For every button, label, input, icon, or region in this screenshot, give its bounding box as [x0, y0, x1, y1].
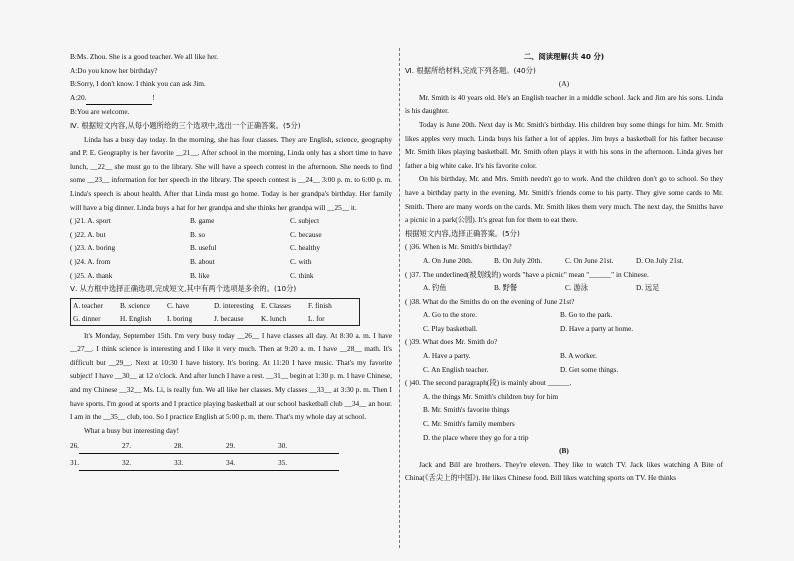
word-option: A. teacher: [73, 300, 103, 310]
choice-d[interactable]: D. On July 21st.: [636, 255, 684, 265]
word-option: F. finish: [308, 300, 332, 310]
choice-a[interactable]: A. the things Mr. Smith's children buy for him: [423, 391, 559, 401]
choice-b[interactable]: B. A worker.: [560, 351, 597, 361]
question-text: ( )40. The second paragraph(段) is mainly about ______.: [405, 378, 572, 388]
answer-blank-20[interactable]: [86, 91, 155, 106]
question-choices: [405, 254, 723, 268]
answer-slot-26[interactable]: [70, 439, 122, 454]
passage-a-paragraph: On his birthday, Mr. and Mrs. Smith needn't go to work. And the children don't go to school. So they have a birthday party in the evening. Mr. Smith's friends come to his party. They give some cards to Mr. Smith. There are many words on the cards. Mr. Smith likes them very much. The next day, the Smiths have a picnic in a park(公园). It's great fun for them to eat there.: [405, 174, 723, 225]
passage-a-paragraph: Today is June 20th. Next day is Mr. Smith's birthday. His children buy some things for him. Mr. Smith likes apples very much. Linda buys his father a lot of apples. Jim buys a basketball for his father because Mr. Smith likes playing basketball. Mr. Smith often plays it with his sons in the afternoon. Linda gives her father a big white cake. It's his favorite color.: [405, 119, 723, 170]
passage-b-paragraph: Jack and Bill are brothers. They're eleven. They like to watch TV. Jack likes watching A Bite of China(《舌尖上的中国》). He likes Chinese food. Bill likes watching sports on TV. He thinks: [405, 459, 723, 483]
word-option: B. science: [120, 300, 150, 310]
answer-slot-31[interactable]: [70, 456, 122, 471]
choice-a[interactable]: A. 钓鱼: [423, 283, 447, 293]
option-a[interactable]: ( )23. A. boring: [70, 243, 116, 253]
choice-b[interactable]: B. On July 20th.: [494, 255, 543, 265]
dialogue-line: B:Sorry, I don't know. I think you can ask Jim.: [70, 79, 206, 89]
dialogue-20-prefix: A:20.: [70, 92, 87, 102]
answer-row-1: [70, 439, 392, 454]
answer-label: 26.: [70, 441, 80, 451]
dialogue-line: B:Ms. Zhou. She is a good teacher. We all like her.: [70, 52, 219, 61]
dialogue-line-20: [70, 91, 392, 106]
answer-label: 31.: [70, 458, 80, 468]
word-option: E. Classes: [261, 300, 291, 310]
option-a[interactable]: ( )22. A. but: [70, 229, 106, 239]
option-row-21: [70, 214, 392, 228]
section-4-options: [70, 214, 392, 282]
answer-slot-28[interactable]: [174, 439, 226, 454]
question-text: ( )39. What does Mr. Smith do?: [405, 337, 498, 347]
answer-slot-35[interactable]: [278, 456, 330, 471]
answer-slot-30[interactable]: [278, 439, 330, 454]
option-b[interactable]: B. game: [190, 216, 215, 226]
word-option: G. dinner: [73, 313, 101, 323]
option-a[interactable]: ( )21. A. sport: [70, 216, 111, 226]
answer-slot-29[interactable]: [226, 439, 278, 454]
option-a[interactable]: ( )24. A. from: [70, 256, 111, 266]
question-40: [405, 376, 723, 444]
answer-label: 27.: [122, 441, 132, 451]
option-c[interactable]: C. healthy: [290, 243, 320, 253]
word-option: K. lunch: [261, 313, 287, 323]
answer-label: 34.: [226, 458, 236, 468]
choice-d[interactable]: D. 远足: [636, 283, 660, 293]
word-option: C. have: [167, 300, 190, 310]
answer-label: 28.: [174, 441, 184, 451]
word-option: I. boring: [167, 313, 193, 323]
section-5-closing: What a busy but interesting day!: [84, 425, 180, 435]
question-36: [405, 240, 723, 267]
option-b[interactable]: B. about: [190, 256, 215, 266]
answer-slot-34[interactable]: [226, 456, 278, 471]
section-4-passage: Linda has a busy day today. In the morning, she has four classes. They are English, science, geography and P. E. Geography is her favorite __21__. After school in the morning, Linda only has a short time to have lunch, __22__ she must go to the library. She will have a speech contest in the afternoon. She needs to find some __23__ information for her speech in the library. The speech contest is __24__ 3:00 p. m. to 6:00 p. m. Linda's speech is about health. After that Linda must go home. Today is her grandpa's birthday. Her family will have a big dinner. Linda buys a hat for her grandpa and she thinks her grandpa will __25__ it.: [70, 134, 392, 212]
word-option: L. for: [308, 313, 325, 323]
question-38: [405, 295, 723, 336]
choice-a[interactable]: A. Have a party.: [423, 351, 471, 361]
question-text: ( )36. When is Mr. Smith's birthday?: [405, 242, 512, 252]
option-row-22: [70, 228, 392, 242]
answer-blank[interactable]: [287, 456, 339, 471]
choice-a[interactable]: A. Go to the store.: [423, 310, 477, 320]
choice-d[interactable]: D. Get some things.: [560, 364, 619, 374]
question-text: ( )37. The underlined(被划线的) words "have a picnic" mean "______" in Chinese.: [405, 269, 649, 279]
section-6-title: Ⅵ. 根据所给材料,完成下列各题。(40分): [405, 65, 536, 75]
option-row-23: [70, 241, 392, 255]
answer-row-2: [70, 456, 392, 471]
passage-b-label: (B): [559, 446, 569, 456]
option-a[interactable]: ( )25. A. thank: [70, 270, 113, 280]
word-option: J. because: [214, 313, 244, 323]
option-row-25: [70, 269, 392, 283]
question-choices: [405, 390, 723, 444]
question-choices: [405, 349, 723, 376]
answer-blank[interactable]: [287, 439, 339, 454]
choice-d[interactable]: D. the place where they go for a trip: [423, 432, 529, 442]
option-c[interactable]: C. because: [290, 229, 322, 239]
question-text: ( )38. What do the Smiths do on the evening of June 21st?: [405, 296, 575, 306]
section-4-title: Ⅳ. 根据短文内容,从每小题所给的三个选项中,选出一个正确答案。(5分): [70, 120, 301, 130]
word-box: [70, 298, 360, 326]
passage-a-paragraph: Mr. Smith is 40 years old. He's an English teacher in a middle school. Jack and Jim are his sons. Linda is his daughter.: [405, 92, 723, 116]
question-choices: [405, 308, 723, 335]
option-c[interactable]: C. subject: [290, 216, 320, 226]
question-39: [405, 335, 723, 376]
word-option: H. English: [120, 313, 152, 323]
left-column: [70, 50, 392, 471]
choice-c[interactable]: C. Mr. Smith's family members: [423, 419, 515, 429]
passage-a-label: (A): [558, 79, 570, 89]
choice-d[interactable]: D. Have a party at home.: [560, 323, 634, 333]
option-b[interactable]: B. useful: [190, 243, 217, 253]
answer-label: 30.: [278, 441, 288, 451]
option-row-24: [70, 255, 392, 269]
choice-a[interactable]: A. On June 20th.: [423, 255, 473, 265]
answer-slot-33[interactable]: [174, 456, 226, 471]
dialogue-line: B:You are welcome.: [70, 107, 130, 117]
option-c[interactable]: C. think: [290, 270, 314, 280]
answer-label: 32.: [122, 458, 132, 468]
choice-c[interactable]: C. On June 21st.: [565, 255, 614, 265]
choice-c[interactable]: C. An English teacher.: [423, 364, 489, 374]
option-b[interactable]: B. like: [190, 270, 210, 280]
column-divider: [399, 48, 400, 548]
choice-b[interactable]: B. 野餐: [494, 283, 518, 293]
choice-c[interactable]: C. Play basketball.: [423, 323, 478, 333]
word-option: D. interesting: [214, 300, 254, 310]
answer-label: 35.: [278, 458, 288, 468]
answer-label: 33.: [174, 458, 184, 468]
answer-slot-27[interactable]: [122, 439, 174, 454]
answer-slot-32[interactable]: [122, 456, 174, 471]
questions-instruction: 根据短文内容,选择正确答案。(5分): [405, 228, 520, 238]
question-37: [405, 268, 723, 295]
dialogue-20-suffix: !: [152, 92, 155, 102]
choice-c[interactable]: C. 游泳: [565, 283, 589, 293]
section-5-title: Ⅴ. 从方框中选择正确选项,完成短文,其中有两个选项是多余的。(10分): [70, 284, 297, 294]
choice-b[interactable]: B. Go to the park.: [560, 310, 613, 320]
question-choices: [405, 281, 723, 295]
answer-label: 29.: [226, 441, 236, 451]
dialogue-line: A:Do you know her birthday?: [70, 65, 158, 75]
option-c[interactable]: C. with: [290, 256, 312, 266]
right-column: [405, 50, 723, 485]
choice-b[interactable]: B. Mr. Smith's favorite things: [423, 405, 510, 415]
part-title: 二、阅读理解(共 40 分): [523, 52, 605, 61]
option-b[interactable]: B. so: [190, 229, 206, 239]
section-5-passage: It's Monday, September 15th. I'm very busy today __26__ I have classes all day. At 8:30 a. m. I have __27__. I think science is interesting and I like it very much. Then at 9:20 a. m. I have __28__ math. It's difficult but __29__. Next at 10:30 I have history. It's boring. At 11:20 I have music. That's my favorite subject! I have __30__ at 12 o'clock. And after lunch I have a rest. __31__ begin at 1:30 p. m. I have Chinese, and my Chinese __32__ Ms. Li, is really fun. We all like her classes. My classes __33__ at 3:30 p. m. Then I have sports. I'm good at sports and I practice playing basketball at our school basketball club __34__ an hour. I am in the __35__ club, too. So I practice English at 5:00 p. m. there. That's my whole day at school.: [70, 330, 392, 422]
